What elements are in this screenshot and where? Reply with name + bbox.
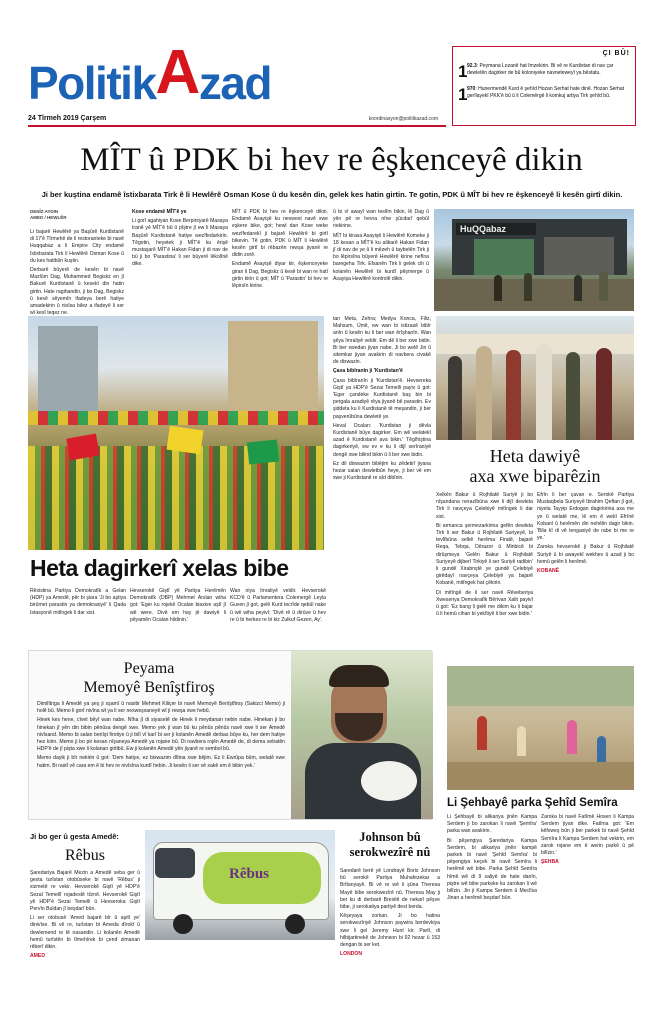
article-column — [232, 209, 328, 311]
almanac-item: 1 92.3: Peymana Lozanê hat îmzekirin. Bi vê re Kurdistan di nav çar dewletên dagirker de bû koloniyeke navneteweyî ya bêstatu. — [458, 62, 614, 81]
logo-letter-a: A — [155, 38, 199, 107]
restaurant-photo — [434, 209, 634, 311]
masthead-email[interactable]: koordinasyon@politikazad.com — [368, 116, 438, 122]
signature: AMED — [30, 953, 45, 960]
rebus-headline[interactable]: Rêbus — [65, 847, 105, 864]
article-paragraph: Wan niya îmraliyê veldir. Hevserokê KCD'ê û Parlamentera Colemergê Leyla Guven jî got, gelê Kurd tecrîde qebûl nake û wê wiha peyivî: 'Divê rê û dirûve û hev re û bi herkes re bi kiz Zulkuf Gezen, Ay'. — [230, 588, 326, 623]
subheading: Kose endamê MÎT'ê ye — [132, 209, 187, 215]
article-column — [340, 868, 440, 1014]
memo-headline-line: Peyama — [123, 660, 175, 677]
article-paragraph: Li ser otobusê 'Amed bajarê bîr û aşitî ye' dinivîse. Bi vê re, turîstan bi Ameda dîrokî û dewlemend re tê nasandin. Li kolanên Amedê hemû turîstên bi tîmehîrek bi çend zimanan rêberî dikin. — [30, 915, 140, 951]
restaurant-sign: HuQQabaz — [460, 224, 507, 234]
article-paragraph: Bi armanca şermezarkirina gefên dewleta Tirk li ser Bakur û Rojhilatê Suriyeyê, bi tevlîbûna xelkê herêma Firatê, bajarê Reqa, Tebqa, Dêrazor û Minbicê bi dirûşmeya 'Gelên Bakur û Rojhilatê Suriyeyê dijberî Tirkiyê li ser Suriyê radibin' li gundê Xirabnştê ye gundê Çelebiyê girêdayî navçeya Çelebiyê ya bajarê Kobanê, mitîngek hat çêkirin. — [436, 522, 533, 587]
article-paragraph: Memo dayik ji bîr nekirin û got: 'Dem hatiye, ez bixwazim dîtina xwe bêjim. Ez li Ewrûpa bûm, welatê xwe hatim. Bi rastî vê cara em ê bi hev re nivîsîna kurdî hebin. Ji kesên li ser vê xakê em ê bibin yek.' — [37, 755, 285, 769]
article-paragraph: Saredarê berê yê Londrayê Boris Johnson bû serokê Partiya Muhafezekar a Brîtanyayê. Bi vê re wê li şûna Theresa Mayê bibe serokwezîrê nû. Theresa May ji ber ku di derbarê Brexitê de nekarî pêşve bibe, ji serokatiya partiyê dest berda. — [340, 868, 440, 911]
park-headline[interactable]: Li Şehbayê parka Şehîd Semîra — [447, 797, 618, 809]
article-column — [30, 870, 140, 1010]
article-paragraph: Heval Ocalan: 'Kurdistan ji dêvla Kurdistanê bûye dagirker. Em wê welatekî azad ê Kurdistanê ava bikin.' Têgîhiştina dagirkeriyê, ew ev e ku li dijî serîraniyê dengê xwe bilind bikin û li ber xwe bidin. — [333, 422, 431, 458]
almanac-item-date: 92.3 — [467, 63, 477, 69]
logo-word-zad: zad — [198, 57, 271, 109]
article-column — [333, 316, 431, 644]
almanac-item-date: 970 — [467, 86, 476, 92]
article-paragraph: Kêşeyaya zorkan. Ji bo hatina serokwezîriyê Johnson paywira berdevkiya xwe li gel Jeremy Hunt kir. Partî, di hilbijartinekê de Johnson bi 92 hezar û 153 dengan bi ser ket. — [340, 913, 440, 949]
article-paragraph: Dimilîtnga li Amedê ya şeş ji xşamî û nasitir Mehmet Kiliçer bi navê Memoyê Benîştfiroş (Sakizci Memo) ji holê bû. Memo li gorî nivîna wî ya li ser nexweşxaneyê wî ji rewşa xwe hebû. — [37, 701, 285, 715]
article-paragraph: Çaxa bibîranîn ji 'Kurdistan'ê. Hevsereka Giştî ya HDP'ê Sezai Temelli payiv û got: 'Eger çandeke Kurdistanê baş bin bi pergala azadiyê rêya jiyanê bê parastin. Ev şiddeta ku li Kurdistanê tê meşandin, ji ber paşverûbûna dewletê ye. — [333, 377, 431, 420]
article-column — [37, 701, 285, 817]
rebus-kicker: Ji bo ger û gesta Amedê: — [30, 832, 119, 841]
byline — [30, 209, 80, 221]
article-column — [541, 814, 634, 1014]
article-paragraph: Xelkên Bakur û Rojhilatê Suriyê ji bo nîşandana nerazîbûna xwe li dijî dewleta Tirk li navçeya Çelebiyê mitîngek li dar xist. — [436, 492, 533, 520]
almanac-item-text: Peymana Lozanê hat îmzekirin. Bi vê re Kurdistan di nav çar dewletên dagirker de bû koloniyeke navneteweyî ya bêstatu. — [467, 63, 614, 76]
article-paragraph: Hinek kes hene, cîvet bêyî wan nabe. Nîha jî di siyasetê de Hinek li meydanan nebin nabe. Hinekan ji bo hinekan jî yên din bibin pênûsa dengê xwe. Memo yek ji wan bû ku pênûs pênûs navê xwe li ser Amedê nivîsand. Memo bi salan benîşt firotiye û ji bilî vî karî bi ser ji kolanên Amedê derbas bûye ku, her dem hatiye hez kirin. Memo ji bo pir kesan nîşaneya Amedê ya rojane bû. Di navbera rojên Amedê de, di dema xebatên HDP'ê de jî pişta xwe li kolanan girtibû. Ew ji kolanên Amedê yên jiyanê re sembol bû. — [37, 717, 285, 753]
masthead-rule — [28, 125, 446, 127]
article-column — [130, 588, 226, 644]
bus-label: Rêbus — [229, 866, 270, 882]
memo-photo — [291, 651, 433, 819]
side-headline-line: Heta dawiyê — [489, 446, 581, 466]
article-paragraph: Bi pêşengiya Şaredariya Kampa Serdem, bi alikariya jinên kampê parkek bi navê 'Şehîd Semîra' bi pêşengiya keçek bi navê Semîra li herêmê wê bibe. Parka Şehîd Semîra hîmê wê di 9 saliyê de hate danîn, piştre wê bibe parkeke ku zarokan li wê bilîzin. Jin ji Kampa Serdem û Meclîsa Jinan a herêmê beşdarî bûn. — [447, 837, 537, 902]
article-paragraph: Endamê Asayişê diyar kir, êşkenceyeke giran li Dag, Begiskz û kesê bi wan re hatî girtin kirin û got; MÎT û 'Parastin' bi hev re lêpirsîn kirine. — [232, 261, 328, 290]
article-column — [30, 229, 124, 317]
article-paragraph: tan Meta, Zehra; Medya Konca, Filiz, Mahsum, Ümit, ew wan bi istizasê bibîr anîn û kesên ku li ber wan êrîşhanîn. Wan şêya îmraliyê veldir. Em dê li ber xwe bidin. Bi ber xwedan jiyan nabe. Ji bo welê Jin û sitemkar jiyan avakirin di navbera civakê de dixwazin. — [333, 316, 431, 366]
signature: KOBANÊ — [537, 568, 560, 575]
main-lede: Ji ber kuştina endamê îstixbarata Tirk ê li Hewlêrê Osman Kose û du kesên din, gelek kes hatin girtin. Te gotin, PDK û MÎT bi hev re êşkenceyê li kesên girtî dikin. — [41, 190, 623, 199]
article-paragraph: MÎT û PDK bi hev re êşkenceyê dikin. Endamê Asayişê ku nexwest navê xwe eşkere bike, got; hewl dan Kose weke wezîfedarekî ji bajarê Hewlêrê bi girtî bikevin. Tê gotin, PDK û MÎT li Hewlêrê kesên girtî bi rêbazên rewşa jiyanê re didin zorê. — [232, 209, 328, 259]
article-paragraph: Şaredariya Bajarê Mezin a Amedê seba ger û gesta turîstan otobûseke bi navê 'Rêbus' ji xizmetê re vekir. Hevserokê Giştî yê HDP'ê Sezaî Temellî rojadestê tûrnê. Hevserokê Giştî yê HDP'ê Sezai Temelli û Hevseroka Giştî Pervîn Buldan jî beşdarî bûn. — [30, 870, 140, 913]
almanac-item-text: Hunermendê Kurd ê şehîd Hozan Serhat hate dinê. Hozan Serhat gerîlayekî PKK'ê bû û li Colemêrgê li komkuj artiya Tirk şehîd bû. — [467, 86, 625, 99]
byline-name: DENÎZ AYDIN — [30, 209, 59, 214]
article-paragraph: Rêxistina Partiya Demokratîk a Gelan (HDP) ya Amedê, pêr bi şiara 'Ji bo aştiya birûmet parastin ya demokrasiyê' li Qada Istasyonê mitîngek li dar xist. — [30, 588, 126, 616]
johnson-headline[interactable] — [340, 830, 440, 860]
park-photo — [447, 666, 634, 790]
memo-headline[interactable] — [29, 659, 269, 697]
article-column — [447, 814, 537, 1014]
byline-place: AMED / HEWLÊR — [30, 215, 67, 220]
side-photo — [436, 316, 634, 440]
article-column — [132, 209, 228, 311]
memo-box — [28, 650, 432, 820]
johnson-headline-line: serokwezîrê nû — [349, 845, 431, 859]
signature: ŞEHBA — [541, 859, 559, 866]
side-headline-line: axa xwe biparêzin — [469, 466, 601, 486]
article-column — [537, 492, 634, 644]
masthead-date: 24 Tîrmeh 2019 Çarşem — [28, 115, 107, 122]
article-column — [436, 492, 533, 644]
article-paragraph: û bi vî awayî wan teslîm bikin, lê Dag û yên pê re hevra nîne şûcdarî qebûl nekirine. — [333, 209, 429, 230]
logo-word-politik: Politik — [28, 57, 156, 109]
signature: LONDON — [340, 951, 363, 958]
rally-photo — [28, 316, 324, 550]
bus-photo — [145, 830, 335, 940]
article-paragraph: Efrîn li ber çavan e. Serokê Partiya Mustaqbela Suriyeyê Ibrahim Qeftan jî got, niyeta Tayyip Erdogan dagirkirina axa me ye û welatê me, lê em ê wekî Efrînê Kobanî û herêmên din nehêlin dagir bikin. 'Bila kî di vê tengasiyê de rabe bi me re ye.' — [537, 492, 634, 542]
side-headline[interactable] — [436, 446, 634, 486]
article-paragraph: Di mitîngê de li ser navê Rêveberiya Xweseriya Demokratîk Bêrivan Xalit payivî û got: 'Ez bang li gelê me dikim ku li bajar û li hemû cihan bi yekîtiyê li ber xwe bidin.' — [436, 589, 533, 618]
masthead — [28, 18, 438, 120]
main-headline[interactable]: MÎT û PDK bi hev re êşkenceyê dikin — [80, 142, 583, 178]
article-paragraph: MÎT bi kiraxa Asayişê li Hewlêrê Komeke ji 18 kesan a MÎT'ê ku alikarê Hakan Fidan jî di nav de ye û li mêzeh û taybetên Tirk ji bo lêpirsîna bûyerê Hewlêrê kirine nefîna baregeha Tirk. Efsanên Tirk li gelek cih û kolanên Hewlêrê bi kurdî pêşmerge û Asayişa Hewlêrê kontrolê dikin. — [333, 232, 429, 282]
almanac-box — [452, 46, 636, 126]
article-paragraph: Li gorî agahiyan Kose Berpirsyarê Masaya Iranê yê MÎT'ê bû û pîştre jî ew li Masaya Başûrê Kurdistanê hatiye wezîfedarkirin. Têgotin, heyetek ji MÎT'ê ku êrişê mustaşarê MÎT'ê Hakan Fidan ji di nav de bû ji bo 'Parastina' li ser bûyerê lêkolînê dike. — [132, 218, 228, 268]
article-column — [333, 209, 429, 311]
almanac-item-number: 1 — [458, 62, 468, 81]
almanac-item: 1 970: Hunermendê Kurd ê şehîd Hozan Serhat hate dinê. Hozan Serhat gerîlayekî PKK'ê bû û li Colemêrgê li komkuj artiya Tirk şehîd bû. — [458, 85, 625, 104]
article-paragraph: Ez dil dixwazim bibêjim ku zêdetirî jiyana hezar salan dewletbûn heye, ji ber vê em xwe ji Kurdistanê re aîd dibînin. — [333, 460, 431, 482]
article-paragraph: Hevserokê Giştî yê Partiya Herêmên Demokratîk (DBP) Mehmet Arslan wiha got: 'Eger ku rojekê Ocalan biaxive aştî jî wê were. Divê em hay jê dawiyê li pêyamên Ocalan hildinin.' — [130, 588, 226, 623]
article-paragraph: Li Şehbayê bi alikariya jinên Kampa Serdem ji bo zarokan li navê 'Şemîra' parka wan avakirin. — [447, 814, 537, 835]
logo[interactable] — [28, 38, 271, 109]
article-paragraph: Zaroka bi navê Fatîmê Hosen li Kampa Serdem jiyan dike. Fatîma got: 'Em kêfxweş bûn ji ber parkek bi navê Şehîd Semîra li Kampa Serdem hat vekirin, em zarok rojane em ê werin parkê û pê bilîzin.' — [541, 814, 634, 857]
rally-headline[interactable]: Heta dagirkerî xelas bibe — [30, 555, 289, 581]
almanac-title: ÇI BÛ! — [602, 50, 630, 57]
article-column — [30, 588, 126, 644]
almanac-item-number: 1 — [458, 85, 468, 104]
article-column — [230, 588, 326, 644]
subheading: Çaxa bibîranîn ji 'Kurdistan'ê — [333, 368, 403, 375]
johnson-headline-line: Johnson bû — [359, 830, 421, 844]
article-paragraph: Zaroka hevserokê ji Bakur û Rojhilatê Suriyê û bi awayekî wekhev û azad ji bo hemû gelên li herêmê. — [537, 544, 634, 565]
article-paragraph: Derbarê bûyerê de kesên bi navê Mazlûm Dag, Muhammed Begiskz en jî Bakurê Kurdistanê û kesekî din hatin girtin. Hate ragihandin, ji bo Dag, Begiskz û kesê sêyemîn ifadeya berê hatiye amadekirin û nivîsa bilez a ifadeyê li ser wî kesî teqez ne. — [30, 267, 124, 317]
article-paragraph: Li bajarê Hewlêrê ya Başûrê Kurdistanê di 17'ê Tîrmehê de li restoranteke bi navê Huqqabaz a li Empire City endamê îstixbarata Tirk li Hewlêrê Osman Kose û du kes hatibûn kuştin. — [30, 229, 124, 264]
memo-headline-line: Memoyê Benîştfiroş — [83, 679, 215, 696]
